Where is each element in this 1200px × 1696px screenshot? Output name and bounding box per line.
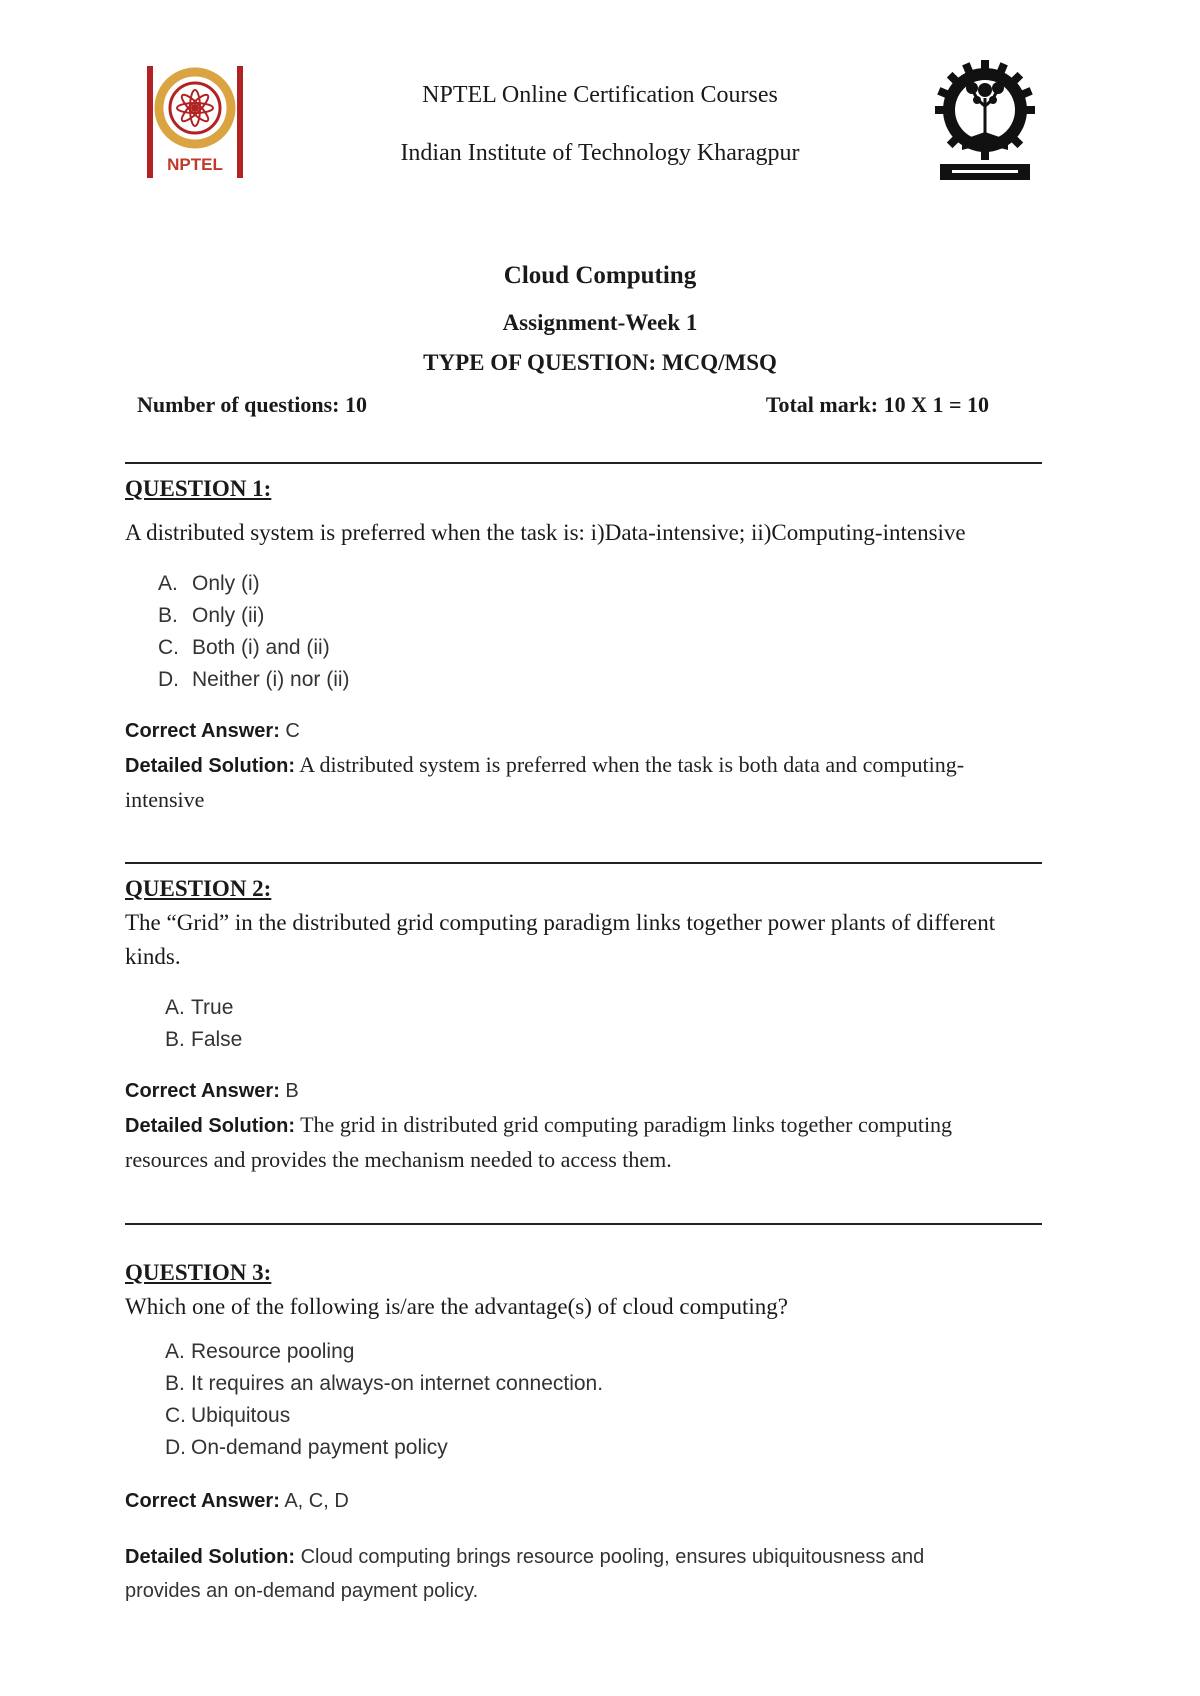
option-item: A. Resource pooling xyxy=(165,1340,355,1363)
question-3-solution: Detailed Solution: Cloud computing brings resource pooling, ensures ubiquitousness and provides an on-demand payment policy. xyxy=(125,1546,925,1602)
option-item: D. On-demand payment policy xyxy=(165,1436,448,1459)
question-1-title: QUESTION 1: xyxy=(125,476,272,501)
option-item: B. Only (ii) xyxy=(158,604,265,627)
question-2-title: QUESTION 2: xyxy=(125,876,272,901)
option-item: D. Neither (i) nor (ii) xyxy=(158,668,350,691)
divider xyxy=(125,862,1042,864)
assignment-title: Assignment-Week 1 xyxy=(502,310,698,335)
divider xyxy=(125,462,1042,464)
question-2-correct-answer: Correct Answer: B xyxy=(125,1080,299,1102)
question-3-title: QUESTION 3: xyxy=(125,1260,272,1285)
total-mark: Total mark: 10 X 1 = 10 xyxy=(765,392,989,417)
question-3-correct-answer: Correct Answer: A, C, D xyxy=(125,1490,349,1512)
header-line-2: Indian Institute of Technology Kharagpur xyxy=(400,140,800,166)
option-item: A. Only (i) xyxy=(158,572,260,595)
option-item: C. Ubiquitous xyxy=(165,1404,291,1427)
header-line-1: NPTEL Online Certification Courses xyxy=(422,82,778,108)
option-item: B. It requires an always-on internet connection. xyxy=(165,1372,604,1395)
question-1-correct-answer: Correct Answer: C xyxy=(125,720,300,742)
number-of-questions: Number of questions: 10 xyxy=(137,392,368,417)
question-2-text: The “Grid” in the distributed grid computing paradigm links together power plants of different kinds. xyxy=(125,910,996,969)
option-item: A. True xyxy=(165,996,234,1019)
question-1-solution: Detailed Solution: A distributed system is preferred when the task is both data and computing-intensive xyxy=(125,752,965,812)
question-1-text: A distributed system is preferred when the task is: i)Data-intensive; ii)Computing-intensive xyxy=(125,520,966,545)
option-item: C. Both (i) and (ii) xyxy=(158,636,330,659)
question-1-options xyxy=(158,568,350,696)
course-title: Cloud Computing xyxy=(503,262,697,289)
option-item: B. False xyxy=(165,1028,243,1051)
question-3-text: Which one of the following is/are the advantage(s) of cloud computing? xyxy=(125,1294,788,1319)
divider xyxy=(125,1223,1042,1225)
nptel-logo-text: NPTEL xyxy=(167,155,223,174)
question-2-solution: Detailed Solution: The grid in distributed grid computing paradigm links together computing resources and provides the mechanism needed to access them. xyxy=(125,1112,953,1172)
question-3-options xyxy=(165,1336,603,1464)
iit-kharagpur-seal-logo xyxy=(932,58,1038,186)
question-type: TYPE OF QUESTION: MCQ/MSQ xyxy=(423,350,777,375)
question-2-options xyxy=(165,992,242,1056)
